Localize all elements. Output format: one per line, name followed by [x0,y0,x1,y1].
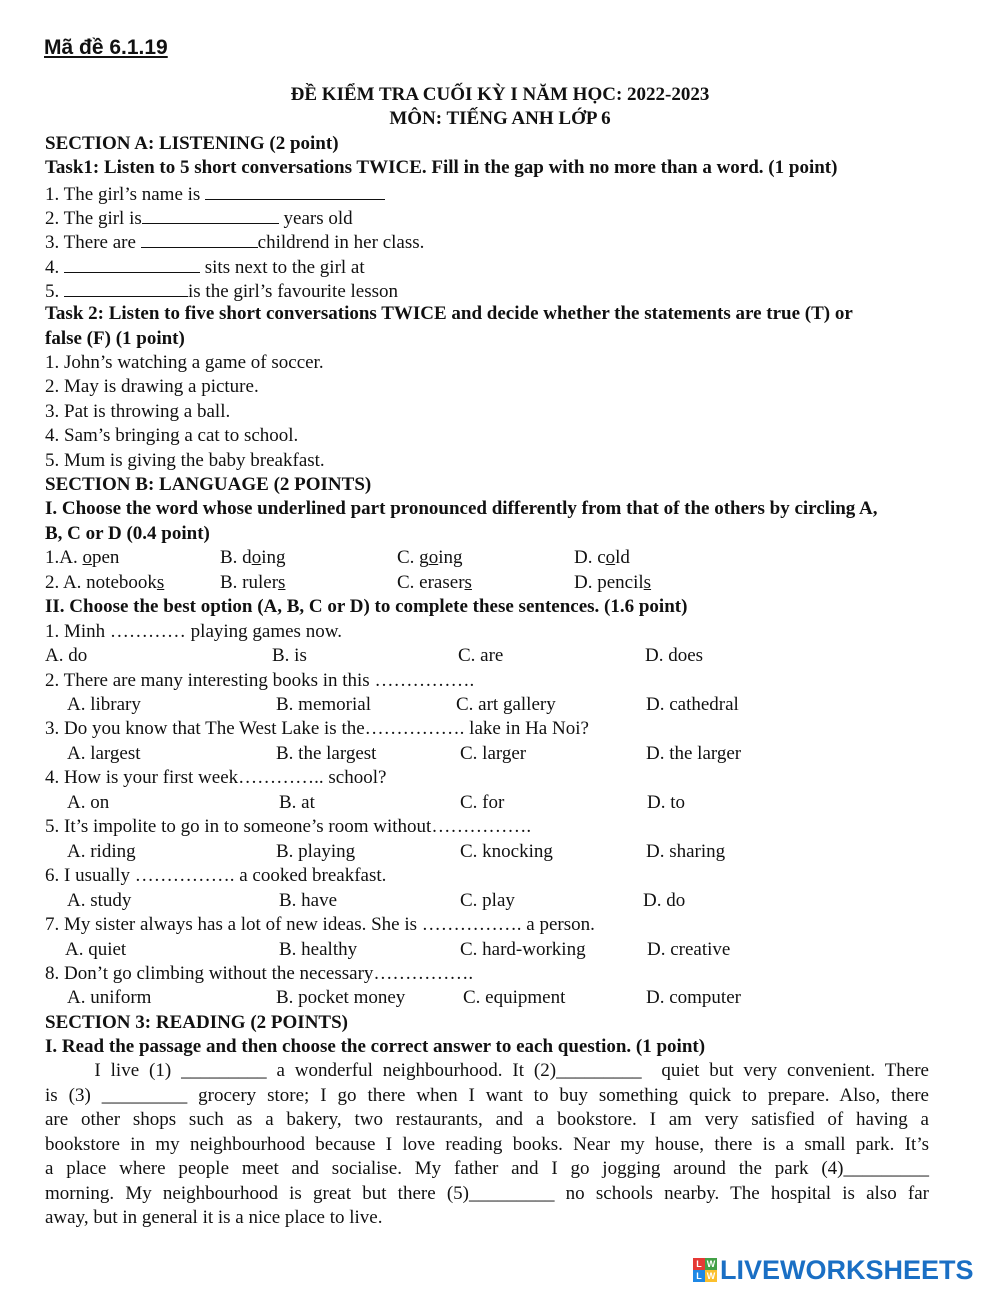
section-3-heading: SECTION 3: READING (2 POINTS) [45,1012,348,1033]
exam-subject: MÔN: TIẾNG ANH LỚP 6 [389,108,611,129]
passage-line: I live (1) _________ a wonderful neighbourhood. It (2)_________ quiet but very convenient. There [45,1060,929,1081]
mcq-option[interactable]: D. computer [646,987,741,1008]
task1-heading: Task1: Listen to 5 short conversations TWICE. Fill in the gap with no more than a word. (1 point) [45,157,838,178]
mcq-option[interactable]: D. do [643,890,686,911]
passage-line: is (3) _________ grocery store; I go there when I want to buy something quick to prepare. Also, there [45,1084,929,1106]
pron-option[interactable]: C. erasers [397,572,472,593]
task1-item: 2. The girl is years old [45,205,353,231]
task2-item: 5. Mum is giving the baby breakfast. [45,450,325,471]
task2-heading: Task 2: Listen to five short conversations TWICE and decide whether the statements are true (T) or [45,303,853,324]
pronunciation-heading: I. Choose the word whose underlined part pronounced differently from that of the others by circling A, [45,498,878,519]
pron-option[interactable]: B. rulers [220,572,286,593]
mcq-option[interactable]: B. at [279,792,315,813]
task1-item: 5. is the girl’s favourite lesson [45,278,398,304]
mcq-option[interactable]: C. equipment [463,987,566,1008]
task1-item: 1. The girl’s name is [45,181,385,207]
mcq-question: 6. I usually ……………. a cooked breakfast. [45,865,387,886]
mcq-option[interactable]: C. for [460,792,505,813]
liveworksheets-logo [693,1254,974,1286]
mcq-question: 4. How is your first week………….. school? [45,767,387,788]
task2-item: 3. Pat is throwing a ball. [45,401,231,422]
mcq-option[interactable]: C. are [458,645,504,666]
reading-passage [45,1059,929,1231]
mcq-option[interactable]: A. library [67,694,141,715]
task2-item: 2. May is drawing a picture. [45,376,259,397]
mcq-option[interactable]: C. art gallery [456,694,556,715]
part-ii-heading: II. Choose the best option (A, B, C or D) to complete these sentences. (1.6 point) [45,596,688,617]
mcq-question: 3. Do you know that The West Lake is the……………. lake in Ha Noi? [45,718,589,739]
pron-option[interactable]: 1.A. open [45,547,120,568]
reading-heading: I. Read the passage and then choose the correct answer to each question. (1 point) [45,1036,706,1057]
answer-blank[interactable] [64,278,188,297]
pron-option[interactable]: 2. A. notebooks [45,572,165,593]
task2-heading-cont: false (F) (1 point) [45,328,185,349]
mcq-option[interactable]: D. creative [647,939,731,960]
mcq-question: 7. My sister always has a lot of new ideas. She is ……………. a person. [45,914,595,935]
mcq-option[interactable]: A. do [45,645,88,666]
mcq-option[interactable]: A. riding [67,841,136,862]
answer-blank[interactable] [142,205,279,224]
pron-option[interactable]: B. doing [220,547,286,568]
pron-option[interactable]: D. pencils [574,572,652,593]
mcq-option[interactable]: D. to [647,792,685,813]
mcq-question: 1. Minh ………… playing games now. [45,621,342,642]
mcq-option[interactable]: B. is [272,645,307,666]
mcq-option[interactable]: C. hard-working [460,939,586,960]
mcq-question: 5. It’s impolite to go in to someone’s room without……………. [45,816,532,837]
passage-line: morning. My neighbourhood is great but there (5)_________ no schools nearby. The hospital is also far [45,1182,929,1204]
mcq-option[interactable]: A. largest [67,743,141,764]
liveworksheets-icon: L W L W [693,1258,717,1282]
mcq-option[interactable]: A. study [67,890,132,911]
mcq-option[interactable]: D. the larger [646,743,742,764]
passage-line: bookstore in my neighbourhood because I love reading books. Near my house, there is a small park. It’s [45,1133,929,1155]
mcq-option[interactable]: B. have [279,890,338,911]
task1-item: 3. There are childrend in her class. [45,229,424,255]
mcq-option[interactable]: D. does [645,645,704,666]
mcq-option[interactable]: B. the largest [276,743,377,764]
exam-title: ĐỀ KIỂM TRA CUỐI KỲ I NĂM HỌC: 2022-2023 [290,84,710,105]
answer-blank[interactable] [141,229,258,248]
mcq-option[interactable]: D. cathedral [646,694,739,715]
pron-option[interactable]: D. cold [574,547,630,568]
mcq-option[interactable]: A. uniform [67,987,152,1008]
task2-item: 4. Sam’s bringing a cat to school. [45,425,299,446]
exam-code: Mã đề 6.1.19 [44,36,168,59]
passage-line: away, but in general it is a nice place to live. [45,1207,383,1228]
answer-blank[interactable] [64,254,200,273]
passage-line: a place where people meet and socialise. My father and I go jogging around the park (4)_________ [45,1158,929,1179]
mcq-question: 2. There are many interesting books in this ……………. [45,670,475,691]
mcq-option[interactable]: B. playing [276,841,356,862]
section-b-heading: SECTION B: LANGUAGE (2 POINTS) [45,474,372,495]
mcq-option[interactable]: C. larger [460,743,527,764]
mcq-option[interactable]: A. quiet [65,939,127,960]
task2-item: 1. John’s watching a game of soccer. [45,352,324,373]
passage-line: are other shops such as a bakery, two restaurants, and a bookstore. I am very satisfied of having a [45,1109,929,1130]
mcq-question: 8. Don’t go climbing without the necessary……………. [45,963,474,984]
mcq-option[interactable]: C. knocking [460,841,553,862]
answer-blank[interactable] [205,181,385,200]
task1-item: 4. sits next to the girl at [45,254,365,280]
mcq-option[interactable]: B. healthy [279,939,358,960]
mcq-option[interactable]: C. play [460,890,515,911]
pron-option[interactable]: C. going [397,547,463,568]
pronunciation-heading-cont: B, C or D (0.4 point) [45,523,210,544]
logo-text: LIVEWORKSHEETS [720,1254,974,1285]
mcq-option[interactable]: B. memorial [276,694,371,715]
mcq-option[interactable]: A. on [67,792,110,813]
section-a-heading: SECTION A: LISTENING (2 point) [45,133,339,154]
mcq-option[interactable]: D. sharing [646,841,726,862]
mcq-option[interactable]: B. pocket money [276,987,406,1008]
